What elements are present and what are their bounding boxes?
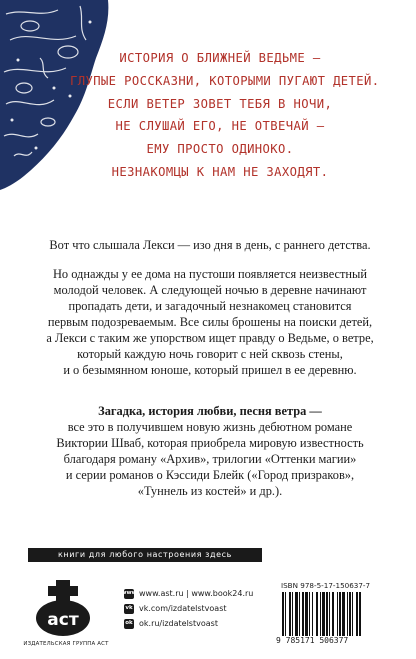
publisher-caption: ИЗДАТЕЛЬСКАЯ ГРУППА АСТ [23, 641, 109, 647]
text-line: первым подозреваемым. Все силы брошены на поиски детей, [47, 315, 373, 329]
publisher-links [121, 586, 254, 631]
barcode-number: 9 785171 506377 [276, 636, 349, 645]
ok-link[interactable]: ok.ru/izdatelstvoast [139, 619, 218, 628]
promo-banner: книги для любого настроения здесь [28, 548, 262, 562]
text-line: пропадать дети, и загадочный незнакомец становится [68, 299, 352, 313]
text-line: «Туннель из костей» и др.). [137, 484, 283, 498]
ast-logo [34, 580, 92, 640]
barcode [280, 592, 392, 636]
vk-icon: vk [124, 604, 134, 614]
link-row-vk[interactable] [124, 601, 253, 616]
text-line: а Лекси с таким же упорством ищет правду о Ведьме, о ветре, [46, 331, 374, 345]
plot-paragraph [30, 266, 390, 378]
text-line: благодаря роману «Архив», трилогии «Оттенки магии» [63, 452, 357, 466]
lead-line: Загадка, история любви, песня ветра — [98, 404, 322, 418]
text-line: и о безымянном юноше, который пришел в ее деревню. [63, 363, 357, 377]
text-line: и серии романов о Кэссиди Блейк («Город призраков», [65, 468, 355, 482]
link-row-ok[interactable] [124, 616, 253, 631]
logo-text: аст [47, 610, 79, 630]
globe-icon: www [124, 589, 134, 599]
tagline-line: ГЛУПЫЕ РОССКАЗНИ, КОТОРЫМИ ПУГАЮТ ДЕТЕЙ. [70, 73, 380, 88]
tagline-line: ИСТОРИЯ О БЛИЖНЕЙ ВЕДЬМЕ — [119, 51, 321, 65]
text-line: все это в получившем новую жизнь дебютном романе [67, 420, 353, 434]
tagline-line: ЕСЛИ ВЕТЕР ЗОВЕТ ТЕБЯ В НОЧИ, [107, 96, 333, 111]
website-link[interactable]: www.ast.ru | www.book24.ru [139, 589, 254, 598]
isbn: ISBN 978-5-17-150637-7 [281, 581, 371, 590]
text-line: который каждую ночь говорит с ней сквозь стены, [77, 347, 343, 361]
text-line: Виктории Шваб, которая приобрела мировую известность [56, 436, 364, 450]
tagline-line: НЕЗНАКОМЦЫ К НАМ НЕ ЗАХОДЯТ. [111, 164, 329, 179]
intro-paragraph: Вот что слышала Лекси — изо дня в день, с раннего детства. [49, 238, 371, 252]
tagline [70, 47, 380, 184]
ok-icon: ok [124, 619, 134, 629]
vk-link[interactable]: vk.com/izdatelstvoast [139, 604, 227, 613]
link-row-website[interactable] [121, 586, 254, 601]
text-line: Но однажды у ее дома на пустоши появляется неизвестный [52, 267, 368, 281]
tagline-line: ЕМУ ПРОСТО ОДИНОКО. [146, 142, 294, 157]
author-paragraph [30, 403, 390, 499]
text-line: молодой человек. А следующей ночью в деревне начинают [53, 283, 367, 297]
tagline-line: НЕ СЛУШАЙ ЕГО, НЕ ОТВЕЧАЙ — [115, 119, 325, 134]
